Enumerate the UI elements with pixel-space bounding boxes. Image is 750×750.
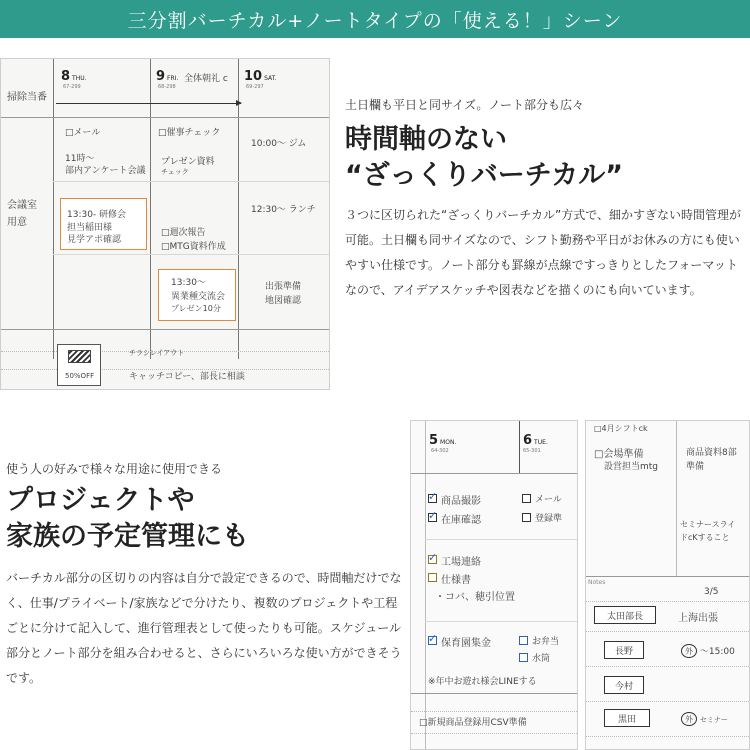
day-header: 6 TUE. xyxy=(523,433,548,448)
header-banner xyxy=(0,0,750,38)
arrow-icon xyxy=(56,103,241,104)
dotted-rule xyxy=(586,701,750,702)
checkbox xyxy=(519,636,528,645)
checkbox xyxy=(522,513,531,522)
note-text: 在庫確認 xyxy=(441,515,481,526)
day-subtext: 68-298 xyxy=(158,84,176,90)
note-text: お弁当 xyxy=(532,637,560,647)
checkbox xyxy=(522,494,531,503)
note-text: 用意 xyxy=(7,217,27,228)
note-text: 上海出張 xyxy=(678,613,718,624)
note-text: ドcKすること xyxy=(680,533,730,542)
section2-body: バーチカル部分の区切りの内容は自分で設定できるので、時間軸だけでなく、仕事/プライベート/家族などで分けたり、複数のプロジェクトや工程ごとに分けて記入して、進行管理表として使ったりも可能。スケジュール部分とノート部分を組み合わせると、さらにいろいろな使い方ができそうです。 xyxy=(6,571,402,685)
day-subtext: 67-299 xyxy=(63,84,81,90)
highlight-box xyxy=(60,198,147,250)
section1-body: ３つに区切られた“ざっくりバーチカル”方式で、細かすぎない時間管理が可能。土日欄も同サイズなので、シフト勤務や平日がお休みの方にも使いやすい仕様です。ノート部分も罫線が点線ですっきりとしたフォーマットなので、アイデアスケッチや図表などを描くのにも向いています。 xyxy=(345,208,741,297)
column-divider xyxy=(150,59,151,359)
note-text: 出張準備 xyxy=(265,282,302,292)
note-text: 商品撮影 xyxy=(441,496,481,507)
note-text: 商品資料8部 xyxy=(686,448,737,458)
column-divider xyxy=(519,421,520,473)
note-text: プレゼン10分 xyxy=(171,304,221,313)
note-text: メール xyxy=(535,495,562,505)
section-rule xyxy=(425,621,578,622)
note-text: 11時～ xyxy=(65,154,95,164)
checkbox xyxy=(428,573,437,582)
note-text: 地図確認 xyxy=(265,296,302,306)
section-rule xyxy=(425,539,578,540)
note-text: □催事チェック xyxy=(158,128,221,138)
header-rule xyxy=(1,117,330,118)
day-header: 5 MON. xyxy=(429,433,457,448)
column-divider xyxy=(425,421,426,750)
name-box: 今村 xyxy=(604,676,644,694)
day-header: 9 FRI. xyxy=(156,69,179,84)
note-text: □メール xyxy=(65,128,101,138)
note-text: 12:30～ ランチ xyxy=(251,205,316,215)
note-text: 3/5 xyxy=(704,587,719,597)
section-rule xyxy=(53,181,330,182)
note-text: 準備 xyxy=(686,462,705,472)
planner-daily-photo xyxy=(410,420,578,750)
note-text: 10:00～ ジム xyxy=(251,139,307,149)
note-text: 登録準 xyxy=(535,514,563,524)
dotted-rule xyxy=(586,631,750,632)
section2-heading-line1: プロジェクトや xyxy=(6,485,195,516)
notes-rule xyxy=(586,576,750,577)
note-text: キャッチコピー、部長に相談 xyxy=(129,372,245,382)
note-text: 会議室 xyxy=(7,200,37,211)
note-text: 仕様書 xyxy=(441,575,471,586)
note-text: チェック xyxy=(161,168,189,176)
notes-label: Notes xyxy=(588,579,606,586)
note-text: 外 ～15:00 xyxy=(681,644,735,658)
circled-note: 外 xyxy=(681,644,697,658)
note-text: 全体朝礼 c xyxy=(184,74,228,84)
note-text: □4月シフトck xyxy=(594,424,648,433)
note-text: 見学アポ確認 xyxy=(67,235,122,245)
checkbox-checked xyxy=(428,494,437,503)
note-text: 異業種交流会 xyxy=(171,292,226,302)
section1-heading-line1: 時間軸のない xyxy=(345,124,507,155)
hatched-area xyxy=(68,350,91,363)
section2-heading-line2: 家族の予定管理にも xyxy=(6,521,249,552)
note-text: 部内アンケート会議 xyxy=(65,166,146,176)
planner-notes-photo xyxy=(585,420,750,750)
sketch-box xyxy=(57,344,101,386)
banner-title: 三分割バーチカル+ノートタイプの「使える！」シーン xyxy=(127,9,623,32)
day-subtext: 65-301 xyxy=(523,448,541,454)
section-rule xyxy=(53,254,330,255)
note-text: セミナースライ xyxy=(680,520,736,529)
note-text: プレゼン資料 xyxy=(161,157,215,167)
note-text: 13:30～ xyxy=(171,278,206,288)
note-text: □週次報告 xyxy=(161,228,206,238)
checkbox-checked xyxy=(428,513,437,522)
note-text: チラシレイアウト xyxy=(129,349,185,357)
name-box: 長野 xyxy=(604,641,644,659)
note-text: 50%OFF xyxy=(65,372,95,380)
column-divider xyxy=(53,59,54,359)
dotted-rule xyxy=(586,601,750,602)
checkbox xyxy=(519,653,528,662)
day-header: 8 THU. xyxy=(61,69,87,84)
day-subtext: 69-297 xyxy=(246,84,264,90)
section1-subtitle: 土日欄も平日と同サイズ。ノート部分も広々 xyxy=(345,98,585,112)
dotted-rule xyxy=(411,711,578,712)
note-text: 工場連絡 xyxy=(441,557,481,568)
note-text: 担当稲田様 xyxy=(67,223,113,233)
note-text: ・コバ、穂引位置 xyxy=(435,592,515,603)
note-text: □新規商品登録用CSV準備 xyxy=(419,718,527,728)
dotted-rule xyxy=(411,733,578,734)
note-text: □MTG資料作成 xyxy=(161,242,226,252)
highlight-box xyxy=(158,269,236,321)
dotted-rule xyxy=(586,666,750,667)
day-subtext: 64-302 xyxy=(431,448,449,454)
note-text: 設営担当mtg xyxy=(604,462,659,472)
checkbox-checked xyxy=(428,636,437,645)
note-text: 水筒 xyxy=(532,654,551,664)
circled-note: 外 xyxy=(681,712,697,726)
note-text: 保育園集金 xyxy=(441,638,491,649)
notes-rule xyxy=(411,693,578,694)
section1-heading-line2: “ざっくりバーチカル” xyxy=(345,160,623,191)
note-text: 外 セミナー xyxy=(681,712,728,726)
dotted-rule xyxy=(586,736,750,737)
notes-rule xyxy=(1,329,330,330)
day-header: 10 SAT. xyxy=(244,69,277,84)
note-text: ※年中お遊れ様会LINEする xyxy=(428,677,537,687)
name-box: 黒田 xyxy=(604,709,650,727)
planner-weekly-vertical-photo xyxy=(0,58,330,390)
note-text: 掃除当番 xyxy=(7,92,47,103)
note-text: □会場準備 xyxy=(594,449,644,460)
header-rule xyxy=(411,473,578,474)
checkbox-checked xyxy=(428,555,437,564)
note-text: 13:30- 研修会 xyxy=(67,210,127,220)
column-divider xyxy=(676,421,677,576)
name-box: 太田部長 xyxy=(594,606,656,624)
section2-subtitle: 使う人の好みで様々な用途に使用できる xyxy=(6,462,223,476)
